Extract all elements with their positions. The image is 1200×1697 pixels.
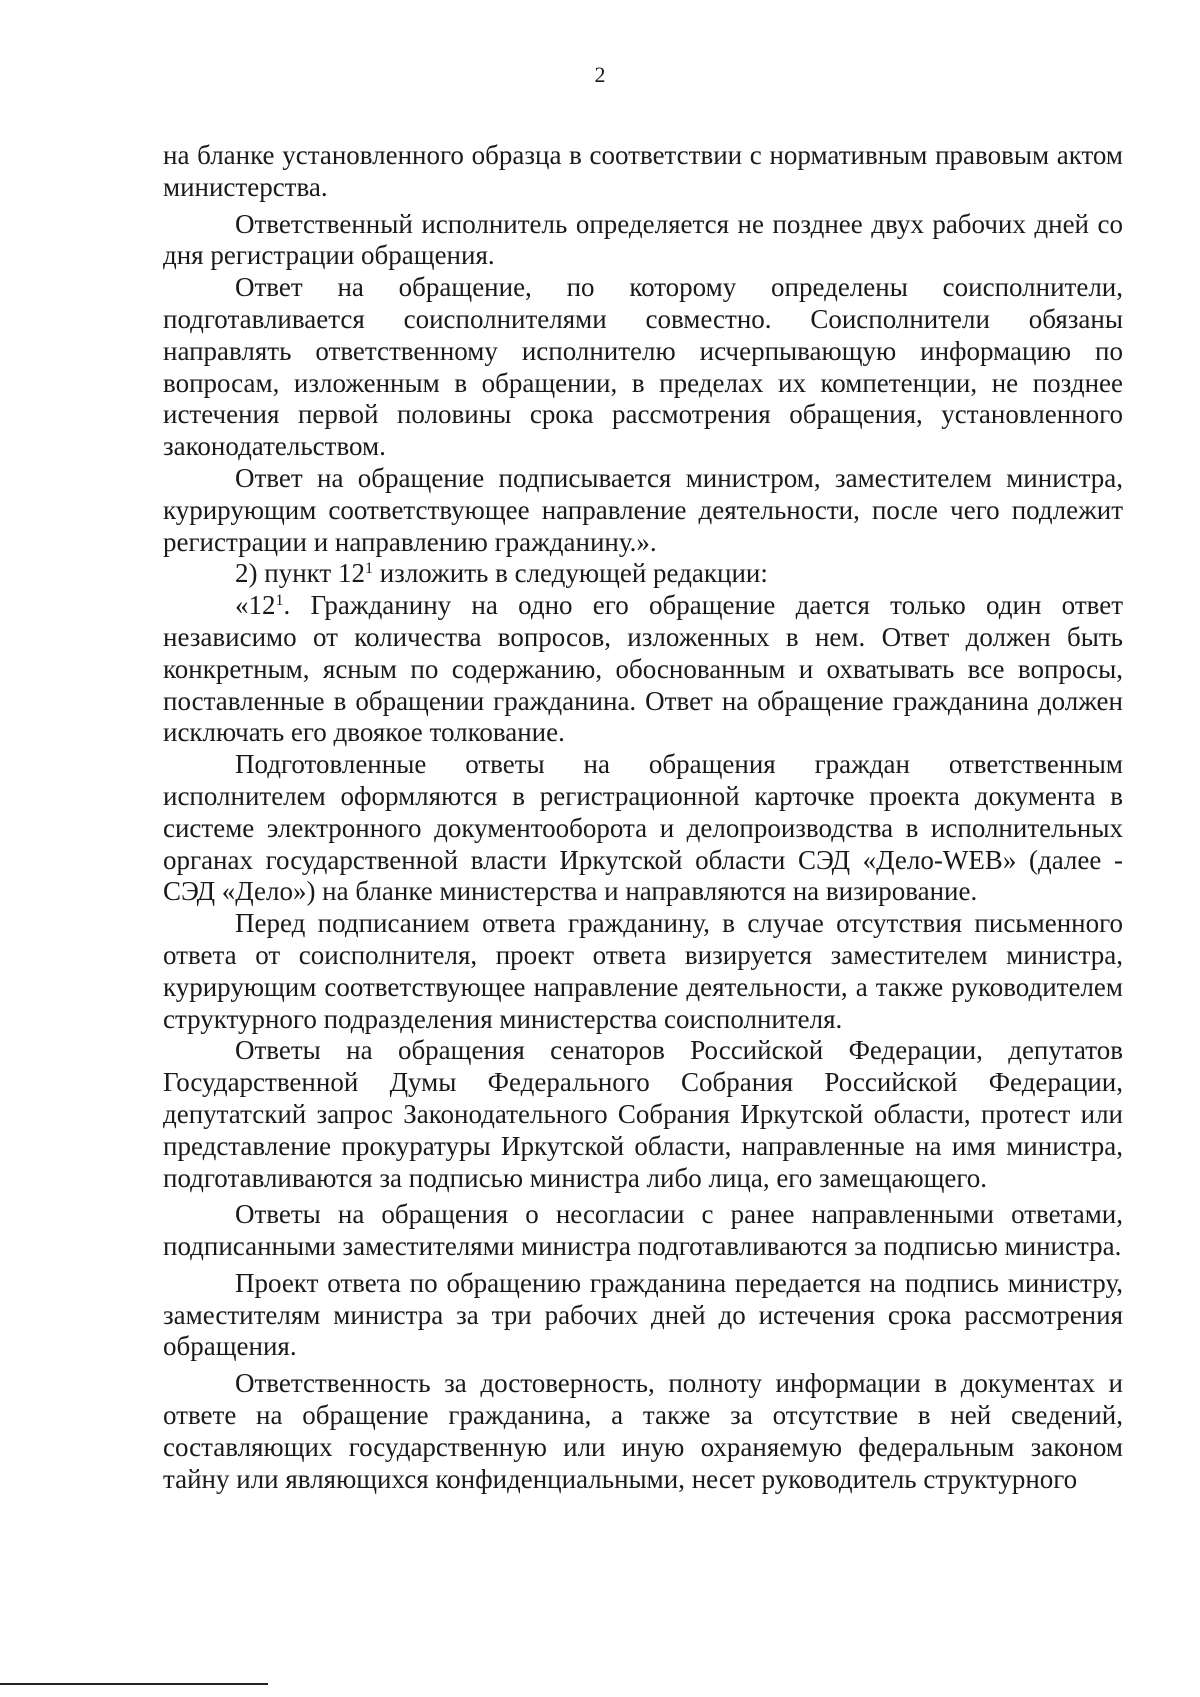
paragraph-6	[163, 590, 1123, 749]
paragraph-11: Проект ответа по обращению гражданина передается на подпись министру, заместителям министра за три рабочих дней до истечения срока рассмотрения обращения.	[163, 1267, 1123, 1362]
page-number: 2	[594, 62, 606, 87]
paragraph-5-text-a: 2) пункт 12	[235, 558, 365, 589]
footnote-divider	[0, 1683, 268, 1685]
paragraph-12: Ответственность за достоверность, полноту информации в документах и ответе на обращение гражданина, а также за отсутствие в ней сведений, составляющих государственную или иную охраняемую федеральным законом тайну или являющихся конфиденциальными, несет руководитель структурного	[163, 1368, 1123, 1494]
paragraph-8: Перед подписанием ответа гражданину, в случае отсутствия письменного ответа от соисполнителя, проект ответа визируется заместителем министра, курирующим соответствующее направление деятельности, а также руководителем структурного подразделения министерства соисполнителя.	[163, 908, 1123, 1034]
paragraph-4: Ответ на обращение подписывается министром, заместителем министра, курирующим соответствующее направление деятельности, после чего подлежит регистрации и направлению гражданину.».	[163, 462, 1123, 557]
paragraph-6-text-a: «12	[235, 590, 276, 621]
paragraph-7: Подготовленные ответы на обращения граждан ответственным исполнителем оформляются в регистрационной карточке проекта документа в системе электронного документооборота и делопроизводства в исполнительных органах государственной власти Иркутской области СЭД «Дело-WEB» (далее - СЭД «Дело») на бланке министерства и направляются на визирование.	[163, 749, 1123, 907]
paragraph-5	[163, 558, 1123, 590]
superscript-mark: 1	[275, 592, 284, 610]
paragraph-9: Ответы на обращения сенаторов Российской Федерации, депутатов Государственной Думы Федерального Собрания Российской Федерации, депутатский запрос Законодательного Собрания Иркутской области, протест или представление прокуратуры Иркутской области, направленные на имя министра, подготавливаются за подписью министра либо лица, его замещающего.	[163, 1035, 1123, 1193]
paragraph-3: Ответ на обращение, по которому определены соисполнители, подготавливается соисполнителями совместно. Соисполнители обязаны направлять ответственному исполнителю исчерпывающую информацию по вопросам, изложенным в обращении, в пределах их компетенции, не позднее истечения первой половины срока рассмотрения обращения, установленного законодательством.	[163, 272, 1123, 462]
paragraph-2: Ответственный исполнитель определяется не позднее двух рабочих дней со дня регистрации обращения.	[163, 208, 1123, 271]
paragraph-6-text-b: . Гражданину на одно его обращение дается только один ответ независимо от количества вопросов, изложенных в нем. Ответ должен быть конкретным, ясным по содержанию, обоснованным и охватывать все вопросы, поставленные в обращении гражданина. Ответ на обращение гражданина должен исключать его двоякое толкование.	[163, 590, 1123, 748]
paragraph-10: Ответы на обращения о несогласии с ранее направленными ответами, подписанными заместителями министра подготавливаются за подписью министра.	[163, 1199, 1123, 1262]
paragraph-5-text-b: изложить в следующей редакции:	[372, 558, 768, 589]
superscript-mark: 1	[364, 560, 373, 578]
paragraph-1: на бланке установленного образца в соответствии с нормативным правовым актом министерства.	[163, 140, 1123, 202]
document-body	[163, 140, 1123, 1495]
